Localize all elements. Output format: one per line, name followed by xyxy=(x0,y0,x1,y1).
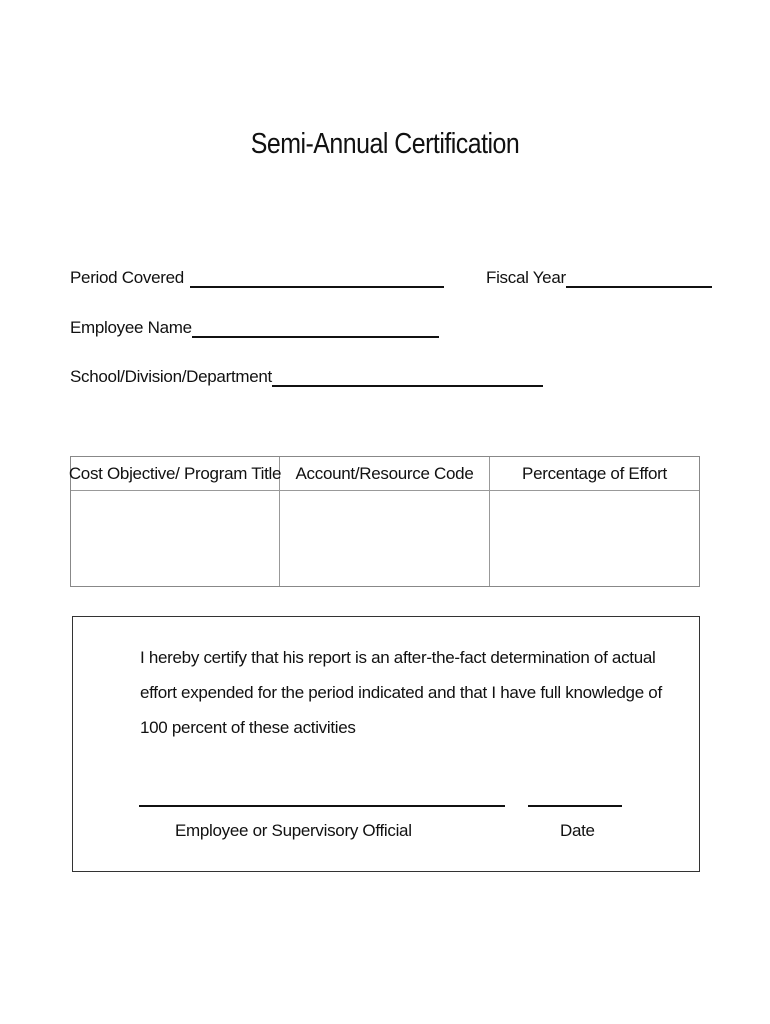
certification-statement xyxy=(140,640,662,745)
certification-line: effort expended for the period indicated and that I have full knowledge of xyxy=(140,683,662,702)
table-header-account-code: Account/Resource Code xyxy=(280,457,490,491)
school-division-department-field[interactable] xyxy=(272,367,543,387)
table-header-cost-objective: Cost Objective/ Program Title xyxy=(71,457,280,491)
table-cell-cost-objective[interactable] xyxy=(71,491,280,586)
certification-line: I hereby certify that his report is an after-the-fact determination of actual xyxy=(140,648,656,667)
certification-line: 100 percent of these activities xyxy=(140,718,356,737)
school-division-department-label: School/Division/Department xyxy=(70,367,272,386)
employee-name-label: Employee Name xyxy=(70,318,192,337)
school-division-department-row xyxy=(70,367,543,387)
period-covered-row xyxy=(70,268,444,288)
certification-box xyxy=(72,616,700,872)
page-title: Semi-Annual Certification xyxy=(250,128,520,160)
effort-table xyxy=(70,456,700,587)
fiscal-year-row xyxy=(486,268,712,288)
date-label: Date xyxy=(560,821,595,840)
fiscal-year-field[interactable] xyxy=(566,268,712,288)
signature-label: Employee or Supervisory Official xyxy=(175,821,412,840)
period-covered-label: Period Covered xyxy=(70,268,184,287)
employee-name-row xyxy=(70,318,439,338)
table-cell-account-code[interactable] xyxy=(280,491,490,586)
table-cell-percentage[interactable] xyxy=(490,491,699,586)
fiscal-year-label: Fiscal Year xyxy=(486,268,566,287)
date-line[interactable] xyxy=(528,805,622,807)
table-header-percentage: Percentage of Effort xyxy=(490,457,699,491)
signature-line[interactable] xyxy=(139,805,505,807)
employee-name-field[interactable] xyxy=(192,318,439,338)
period-covered-field[interactable] xyxy=(190,268,444,288)
